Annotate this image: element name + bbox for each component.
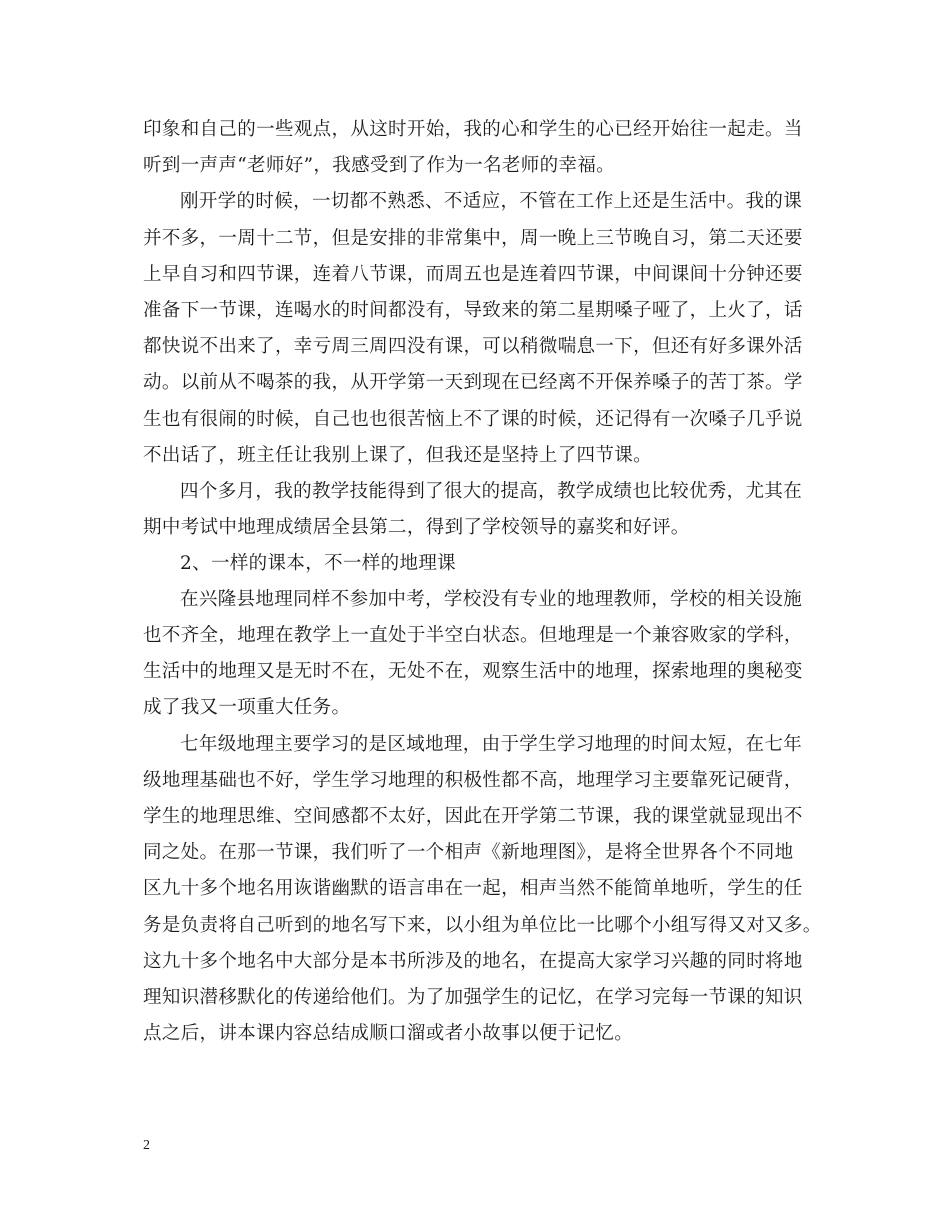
text-line: 都快说不出来了，幸亏周三周四没有课，可以稍微喘息一下，但还有好多课外活	[143, 336, 803, 357]
text-line: 期中考试中地理成绩居全县第二，得到了学校领导的嘉奖和好评。	[143, 517, 690, 538]
text-line: 成了我又一项重大任务。	[143, 697, 351, 718]
text-line: 级地理基础也不好，学生学习地理的积极性都不高，地理学习主要靠死记硬背，	[143, 770, 803, 791]
page-number: 2	[143, 1138, 150, 1153]
paragraph-first-line: 四个多月，我的教学技能得到了很大的提高，教学成绩也比较优秀，尤其在	[180, 481, 803, 502]
paragraph-first-line: 刚开学的时候，一切都不熟悉、不适应，不管在工作上还是生活中。我的课	[180, 191, 803, 212]
text-line: 同之处。在那一节课，我们听了一个相声《新地理图》，是将全世界各个不同地	[143, 842, 794, 863]
text-line: 生活中的地理又是无时不在，无处不在，观察生活中的地理，探索地理的奥秘变	[143, 661, 803, 682]
text-line: 听到一声声“老师好”，我感受到了作为一名老师的幸福。	[143, 155, 616, 176]
section-heading: 2、一样的课本，不一样的地理课	[180, 553, 457, 574]
text-line: 理知识潜移默化的传递给他们。为了加强学生的记忆，在学习完每一节课的知识	[143, 987, 803, 1008]
paragraph-first-line: 七年级地理主要学习的是区域地理，由于学生学习地理的时间太短，在七年	[180, 734, 803, 755]
text-line: 点之后，讲本课内容总结成顺口溜或者小故事以便于记忆。	[143, 1023, 634, 1044]
text-line: 并不多，一周十二节，但是安排的非常集中，周一晚上三节晚自习，第二天还要	[143, 228, 803, 249]
text-line: 学生的地理思维、空间感都不太好，因此在开学第二节课，我的课堂就显现出不	[143, 806, 803, 827]
text-line: 准备下一节课，连喝水的时间都没有，导致来的第二星期嗓子哑了，上火了，话	[143, 300, 803, 321]
text-line: 印象和自己的一些观点，从这时开始，我的心和学生的心已经开始往一起走。当	[143, 119, 803, 140]
text-line: 务是负责将自己听到的地名写下来，以小组为单位比一比哪个小组写得又对又多。	[143, 915, 822, 936]
text-line: 区九十多个地名用诙谐幽默的语言串在一起，相声当然不能简单地听，学生的任	[143, 878, 803, 899]
paragraph-first-line: 在兴隆县地理同样不参加中考，学校没有专业的地理教师，学校的相关设施	[180, 589, 803, 610]
text-line: 生也有很闹的时候，自己也也很苦恼上不了课的时候，还记得有一次嗓子几乎说	[143, 409, 803, 430]
text-line: 也不齐全，地理在教学上一直处于半空白状态。但地理是一个兼容败家的学科，	[143, 625, 803, 646]
text-line: 上早自习和四节课，连着八节课，而周五也是连着四节课，中间课间十分钟还要	[143, 264, 803, 285]
text-line: 动。以前从不喝茶的我，从开学第一天到现在已经离不开保养嗓子的苦丁茶。学	[143, 372, 803, 393]
text-line: 不出话了，班主任让我别上课了，但我还是坚持上了四节课。	[143, 445, 652, 466]
text-line: 这九十多个地名中大部分是本书所涉及的地名，在提高大家学习兴趣的同时将地	[143, 951, 803, 972]
